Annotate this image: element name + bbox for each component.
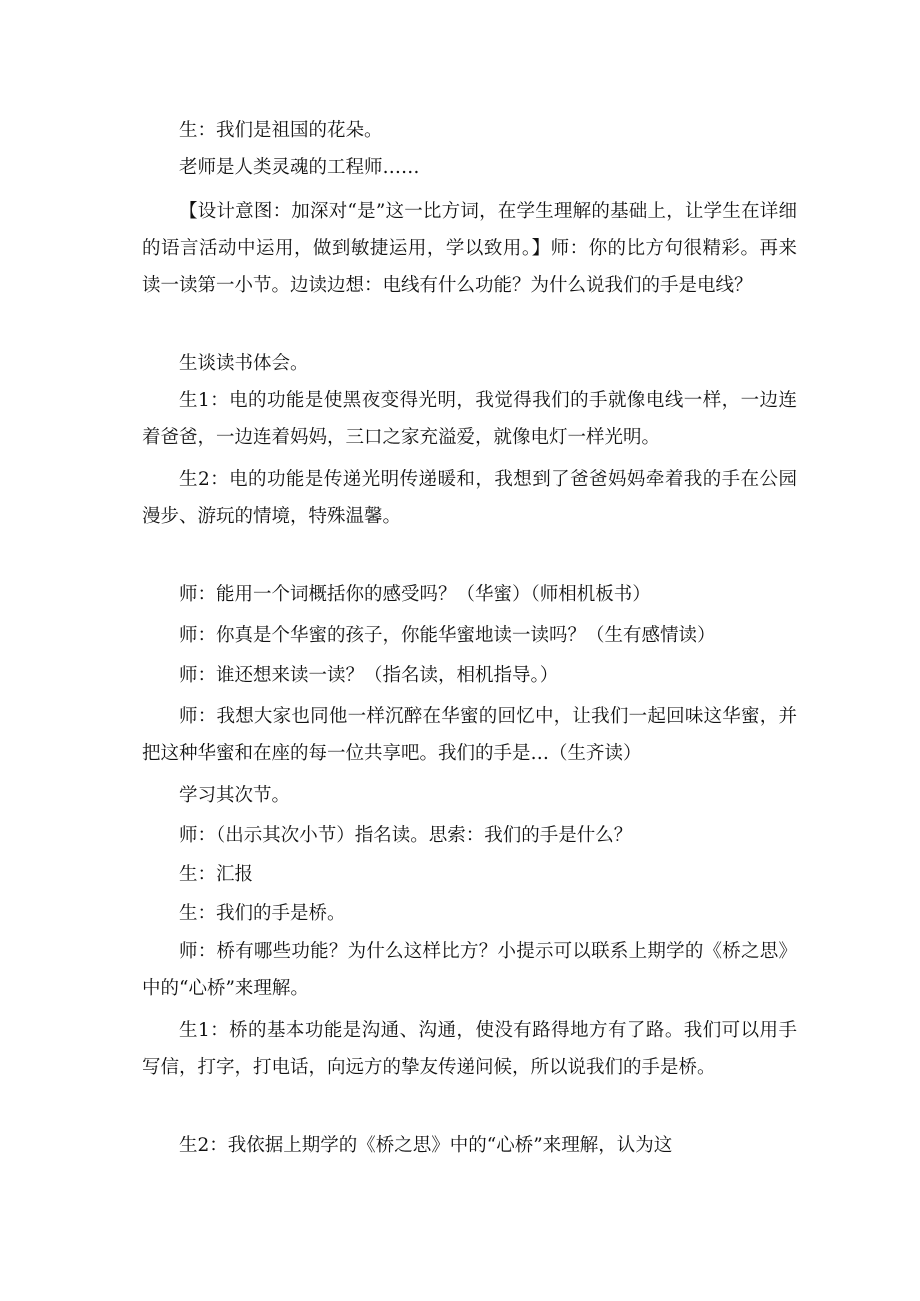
paragraph-8: 师：你真是个华蜜的孩子，你能华蜜地读一读吗？（生有感情读） [179, 625, 716, 646]
paragraph-1: 生：我们是祖国的花朵。 [179, 120, 383, 141]
paragraph-5: 生1：电的功能是使黑夜变得光明，我觉得我们的手就像电线一样，一边连着爸爸，一边连着妈妈，三口之家充溢爱，就像电灯一样光明。 [142, 390, 797, 448]
paragraph-4: 生谈读书体会。 [179, 353, 309, 374]
paragraph-design-intent: 【设计意图：加深对“是”这一比方词，在学生理解的基础上，让学生在详细的语言活动中运用，做到敏捷运用，学以致用。】师：你的比方句很精彩。再来读一读第一小节。边读边想：电线有什么功能？为什么说我们的手是电线？ [142, 201, 797, 296]
paragraph-2: 老师是人类灵魂的工程师…… [179, 157, 420, 178]
paragraph-9: 师：谁还想来读一读？（指名读，相机指导。） [179, 665, 559, 686]
paragraph-15: 师：桥有哪些功能？为什么这样比方？小提示可以联系上期学的《桥之思》中的“心桥”来理解。 [142, 941, 797, 999]
paragraph-13: 生：汇报 [179, 864, 254, 885]
paragraph-17: 生2：我依据上期学的《桥之思》中的“心桥”来理解，认为这 [179, 1135, 673, 1156]
paragraph-16: 生1：桥的基本功能是沟通、沟通，使没有路得地方有了路。我们可以用手写信，打字，打电话，向远方的挚友传递问候，所以说我们的手是桥。 [142, 1020, 797, 1078]
paragraph-6: 生2：电的功能是传递光明传递暖和，我想到了爸爸妈妈牵着我的手在公园漫步、游玩的情境，特殊温馨。 [142, 469, 797, 527]
paragraph-12: 师：（出示其次小节）指名读。思索：我们的手是什么？ [179, 825, 633, 846]
paragraph-11: 学习其次节。 [179, 785, 291, 806]
paragraph-14: 生：我们的手是桥。 [179, 903, 346, 924]
paragraph-10: 师：我想大家也同他一样沉醉在华蜜的回忆中，让我们一起回味这华蜜，并把这种华蜜和在座的每一位共享吧。我们的手是…（生齐读） [142, 706, 797, 764]
paragraph-7: 师：能用一个词概括你的感受吗？（华蜜）（师相机板书） [179, 584, 651, 605]
